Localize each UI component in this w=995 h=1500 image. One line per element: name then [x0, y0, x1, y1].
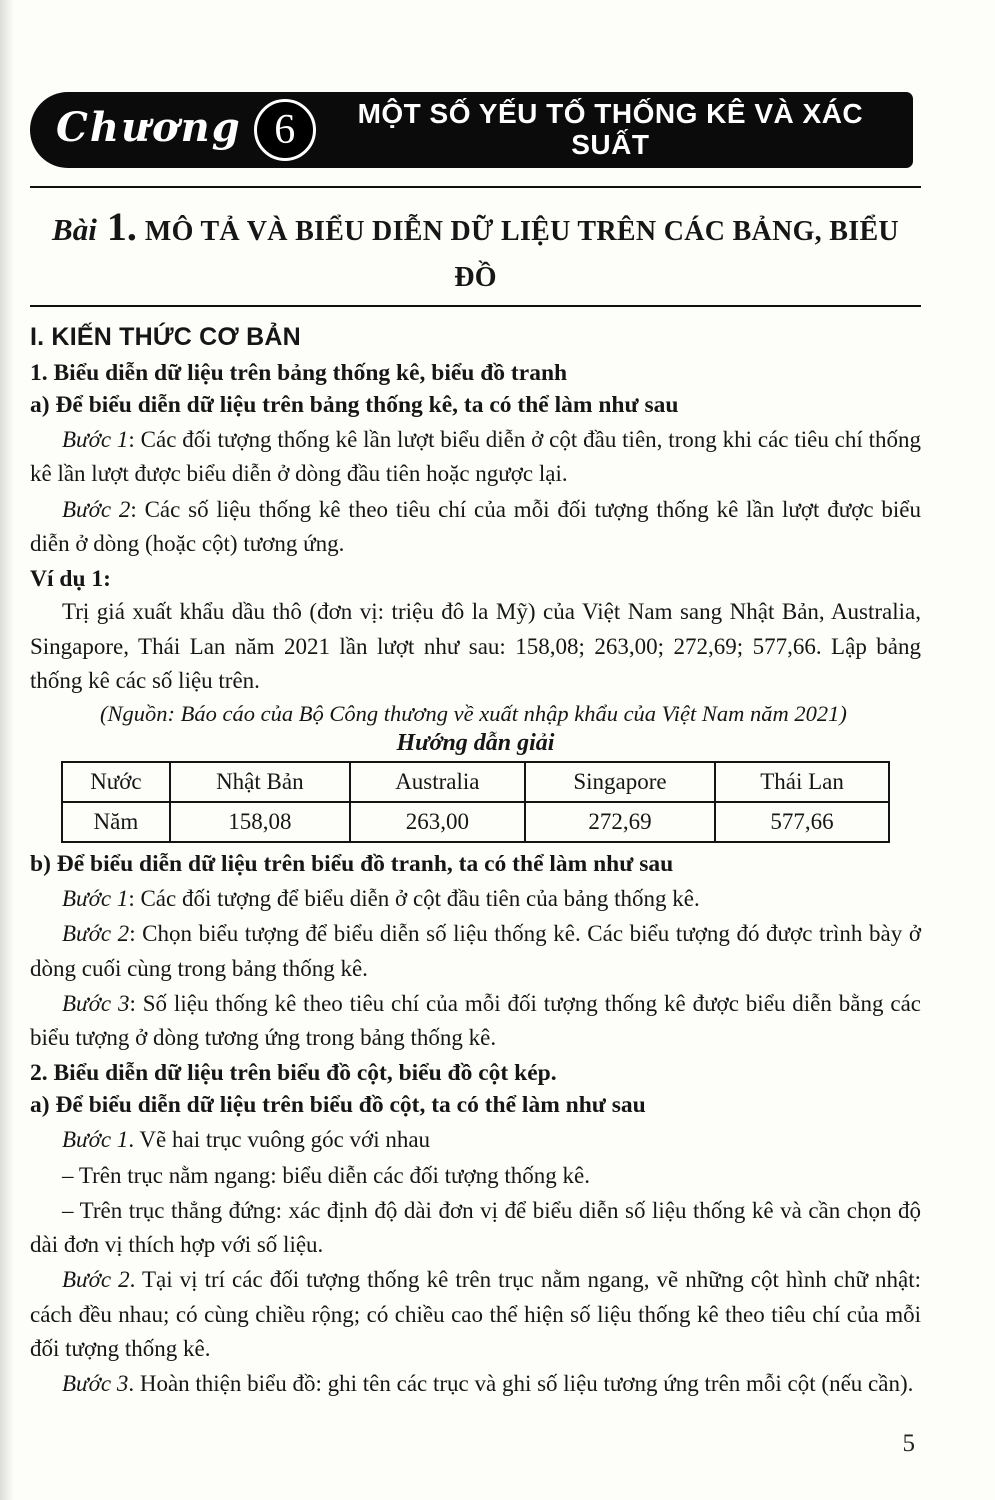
chapter-number-badge	[254, 99, 316, 161]
step-text: . Hoàn thiện biểu đồ: ghi tên các trục và ghi số liệu tương ứng trên mỗi cột (nếu cần).	[128, 1371, 914, 1397]
step-paragraph	[30, 1367, 921, 1401]
step-text: : Chọn biểu tượng để biểu diễn số liệu thống kê. Các biểu tượng đó được trình bày ở dòng cuối cùng trong bảng thống kê.	[30, 921, 921, 981]
example-source: (Nguồn: Báo cáo của Bộ Công thương về xuất nhập khẩu của Việt Nam năm 2021)	[100, 701, 847, 727]
axis-note	[30, 1194, 921, 1263]
step-label: Bước 3	[62, 990, 130, 1016]
step-label: Bước 2	[62, 496, 131, 522]
step-paragraph	[30, 917, 921, 986]
table-header-cell: Singapore	[525, 762, 716, 802]
step-paragraph	[30, 882, 921, 916]
chapter-banner	[30, 92, 913, 168]
chapter-title: MỘT SỐ YẾU TỐ THỐNG KÊ VÀ XÁC SUẤT	[357, 98, 864, 160]
step-text: : Các số liệu thống kê theo tiêu chí của mỗi đối tượng thống kê lần lượt được biểu diễn ở dòng (hoặc cột) tương ứng.	[30, 496, 921, 556]
step-label: Bước 1	[62, 427, 129, 453]
divider-top	[30, 186, 921, 188]
example-label: Ví dụ 1:	[30, 566, 111, 593]
step-label: Bước 2	[62, 1267, 130, 1293]
note-text: – Trên trục thẳng đứng: xác định độ dài đơn vị để biểu diễn số liệu thống kê và cần chọn độ dài đơn vị thích hợp với số liệu.	[30, 1197, 921, 1258]
section-heading: I. KIẾN THỨC CƠ BẢN	[30, 323, 301, 352]
step-text: : Các đối tượng để biểu diễn ở cột đầu tiên của bảng thống kê.	[128, 886, 700, 912]
lesson-heading	[48, 200, 903, 297]
step-text: . Tại vị trí các đối tượng thống kê trên trục nằm ngang, vẽ những cột hình chữ nhật: cách đều nhau; có cùng chiều rộng; có chiều cao thể hiện số liệu thống kê theo tiêu chí của mỗi đối tượng thống kê.	[30, 1267, 922, 1361]
subsection-2-heading: 2. Biểu diễn dữ liệu trên biểu đồ cột, biểu đồ cột kép.	[30, 1060, 557, 1087]
statistics-table	[61, 761, 890, 843]
table-header-cell: Nước	[62, 762, 169, 802]
step-label: Bước 1	[62, 1127, 129, 1153]
lesson-label: Bài	[52, 212, 97, 247]
table-header-row	[62, 762, 889, 802]
solution-heading: Hướng dẫn giải	[396, 730, 555, 757]
subsection-1-heading: 1. Biểu diễn dữ liệu trên bảng thống kê, biểu đồ tranh	[30, 360, 568, 387]
table-cell: Năm	[62, 802, 169, 842]
chapter-label: Chương	[56, 104, 242, 151]
table-cell: 263,00	[350, 802, 525, 842]
step-text: : Các đối tượng thống kê lần lượt biểu diễn ở cột đầu tiên, trong khi các tiêu chí thống kê lần lượt được biểu diễn ở dòng đầu tiên hoặc ngược lại.	[30, 427, 921, 487]
chapter-number: 6	[274, 107, 296, 153]
table-header-cell: Nhật Bản	[170, 762, 350, 802]
subsection-1b-heading: b) Để biểu diễn dữ liệu trên biểu đồ tranh, ta có thể làm như sau	[30, 851, 674, 878]
table-cell: 158,08	[170, 802, 350, 842]
example-body: Trị giá xuất khẩu dầu thô (đơn vị: triệu đô la Mỹ) của Việt Nam sang Nhật Bản, Australia, Singapore, Thái Lan năm 2021 lần lượt như sau: 158,08; 263,00; 272,69; 577,66. Lập bảng thống kê các số liệu trên.	[30, 599, 921, 693]
step-text: : Số liệu thống kê theo tiêu chí của mỗi đối tượng thống kê được biểu diễn bằng các biểu tượng ở dòng tương ứng trong bảng thống kê.	[30, 990, 921, 1051]
table-header-cell: Australia	[350, 762, 525, 802]
subsection-1a-heading: a) Để biểu diễn dữ liệu trên bảng thống kê, ta có thể làm như sau	[30, 392, 679, 419]
step-paragraph	[30, 1263, 921, 1366]
step-paragraph	[30, 423, 921, 492]
table-cell: 577,66	[715, 802, 889, 842]
step-paragraph	[30, 987, 921, 1056]
step-paragraph	[30, 493, 921, 562]
note-text: – Trên trục nằm ngang: biểu diễn các đối tượng thống kê.	[62, 1162, 590, 1188]
step-label: Bước 1	[62, 886, 129, 912]
step-paragraph	[30, 1123, 921, 1157]
table-data-row	[62, 802, 889, 842]
page-number: 5	[902, 1430, 915, 1457]
axis-note	[30, 1159, 921, 1193]
step-label: Bước 3	[62, 1371, 129, 1397]
step-text: . Vẽ hai trục vuông góc với nhau	[128, 1127, 431, 1153]
lesson-number: 1.	[106, 204, 137, 249]
subsection-2a-heading: a) Để biểu diễn dữ liệu trên biểu đồ cột, ta có thể làm như sau	[30, 1092, 646, 1119]
lesson-title: MÔ TẢ VÀ BIỂU DIỄN DỮ LIỆU TRÊN CÁC BẢNG, BIỂU ĐỒ	[144, 216, 899, 293]
table-cell: 272,69	[525, 802, 716, 842]
step-label: Bước 2	[62, 921, 130, 947]
table-header-cell: Thái Lan	[715, 762, 889, 802]
divider-bottom	[30, 305, 921, 307]
